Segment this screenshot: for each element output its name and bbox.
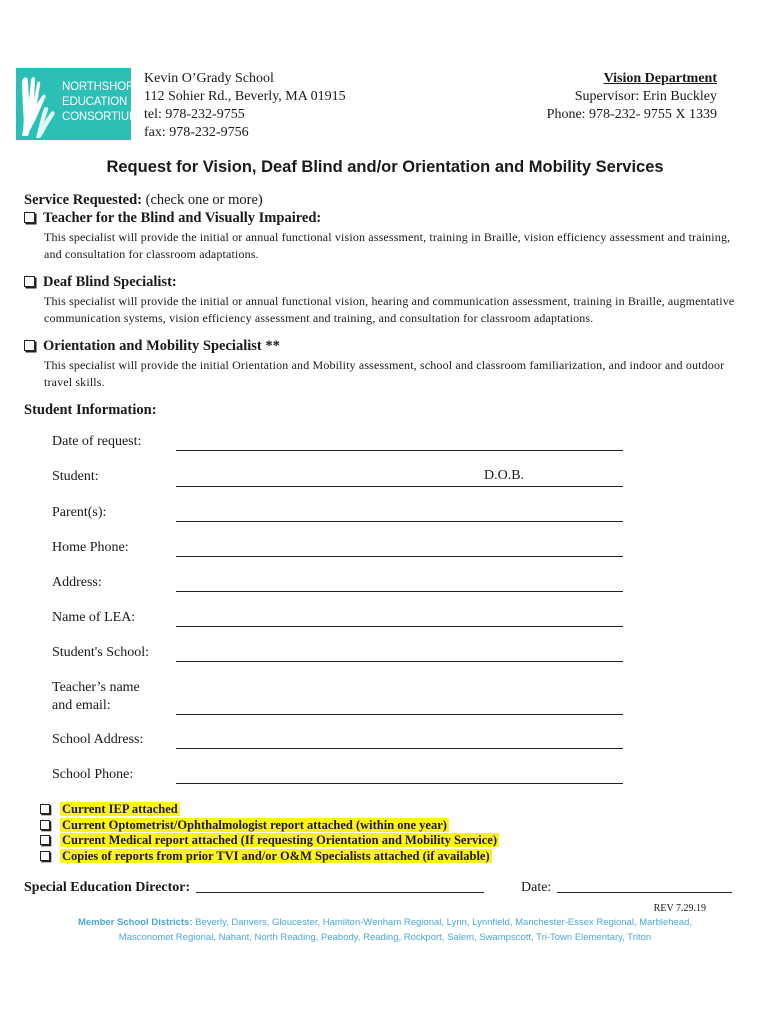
- service-option-tvi[interactable]: [24, 210, 321, 227]
- service-option-description: This specialist will provide the initial or annual functional vision, hearing and communication assessment, training in Braille, augmentative communication systems, vision efficiency assessment and training, and consultation for classroom adaptations.: [44, 294, 735, 325]
- school-address: 112 Sohier Rd., Beverly, MA 01915: [144, 89, 346, 104]
- field-input-school-address[interactable]: [176, 748, 623, 749]
- service-option-description: This specialist will provide the initial Orientation and Mobility assessment, school and classroom familiarization, and indoor and outdoor travel skills.: [44, 358, 725, 389]
- logo-line-1: NORTHSHORE: [62, 81, 142, 93]
- checkbox-icon[interactable]: [24, 276, 35, 287]
- service-option-label: Deaf Blind Specialist:: [43, 274, 177, 290]
- checkbox-icon[interactable]: [24, 340, 35, 351]
- checklist-item-label: Current Medical report attached (If requesting Orientation and Mobility Service): [62, 833, 498, 847]
- logo-line-2: EDUCATION: [62, 96, 128, 108]
- department-supervisor: Supervisor: Erin Buckley: [574, 89, 717, 104]
- date-label: Date:: [521, 880, 552, 895]
- service-option-orientation-mobility[interactable]: [24, 338, 280, 355]
- field-input-student[interactable]: [176, 486, 623, 487]
- school-tel: tel: 978-232-9755: [144, 107, 245, 122]
- field-label-date-of-request: Date of request:: [52, 434, 142, 449]
- field-label-dob: D.O.B.: [484, 468, 525, 483]
- field-input-home-phone[interactable]: [176, 556, 623, 557]
- school-fax: fax: 978-232-9756: [144, 125, 249, 140]
- field-label-students-school: Student's School:: [52, 645, 150, 660]
- field-label-teacher-email: and email:: [52, 698, 111, 713]
- hands-icon: [18, 70, 62, 138]
- field-label-teacher-name: Teacher’s name: [52, 680, 140, 695]
- logo-line-3: CONSORTIUM: [62, 111, 139, 123]
- member-districts-line-2: Masconomet Regional, Nahant, North Reading, Peabody, Reading, Rockport, Salem, Swampscott, Tri-Town Elementary, Triton: [118, 932, 652, 943]
- checklist-item[interactable]: [40, 833, 499, 849]
- checkbox-icon[interactable]: [40, 804, 50, 814]
- attachments-checklist: [40, 802, 499, 864]
- service-option-description: This specialist will provide the initial or annual functional vision assessment, training in Braille, vision efficiency assessment and training, and consultation for classroom adaptations.: [44, 230, 731, 261]
- service-option-label: Orientation and Mobility Specialist **: [43, 338, 280, 354]
- field-input-parents[interactable]: [176, 521, 623, 522]
- field-label-lea: Name of LEA:: [52, 610, 136, 625]
- department-title: Vision Department: [603, 71, 717, 86]
- checklist-item-label: Copies of reports from prior TVI and/or O&M Specialists attached (if available): [62, 848, 490, 863]
- field-input-date-of-request[interactable]: [176, 450, 623, 451]
- field-input-students-school[interactable]: [176, 661, 623, 662]
- checklist-item[interactable]: [40, 802, 499, 818]
- checkbox-icon[interactable]: [40, 820, 50, 830]
- page-title: Request for Vision, Deaf Blind and/or Orientation and Mobility Services: [106, 158, 664, 176]
- service-heading-label: Service Requested:: [24, 192, 142, 208]
- member-districts-line-1: Beverly, Danvers, Gloucester, Hamilton-Wenham Regional, Lynn, Lynnfield, Manchester-Essex Regional, Marblehead,: [192, 917, 693, 928]
- field-input-school-phone[interactable]: [176, 783, 623, 784]
- service-option-deaf-blind[interactable]: [24, 274, 177, 291]
- director-signature-field[interactable]: [196, 892, 484, 893]
- checkbox-icon[interactable]: [40, 851, 50, 861]
- department-block: [547, 70, 717, 124]
- department-phone: Phone: 978-232- 9755 X 1339: [546, 107, 717, 122]
- checkbox-icon[interactable]: [40, 835, 50, 845]
- checklist-item-label: Current IEP attached: [62, 802, 178, 816]
- field-input-lea[interactable]: [176, 626, 623, 627]
- service-requested-heading: [24, 192, 263, 209]
- date-field[interactable]: [557, 892, 732, 893]
- field-label-school-address: School Address:: [52, 732, 144, 747]
- member-districts: [0, 915, 770, 945]
- checklist-item[interactable]: [40, 849, 499, 865]
- student-info-heading: Student Information:: [24, 402, 157, 418]
- checklist-item-label: Current Optometrist/Ophthalmologist report attached (within one year): [62, 817, 447, 832]
- field-label-address: Address:: [52, 575, 102, 590]
- school-name: Kevin O’Grady School: [144, 71, 274, 86]
- school-address-block: [144, 70, 346, 142]
- service-option-label: Teacher for the Blind and Visually Impaired:: [43, 210, 322, 226]
- director-label: Special Education Director:: [24, 880, 191, 895]
- director-signature-row: [24, 880, 484, 896]
- field-label-parents: Parent(s):: [52, 505, 107, 520]
- field-label-school-phone: School Phone:: [52, 767, 134, 782]
- consortium-logo: [16, 68, 142, 140]
- field-label-student: Student:: [52, 469, 99, 484]
- checklist-item[interactable]: [40, 818, 499, 834]
- field-label-home-phone: Home Phone:: [52, 540, 129, 555]
- service-heading-note: (check one or more): [141, 192, 263, 208]
- date-row: [521, 880, 732, 896]
- revision-label: REV 7.29.19: [653, 903, 706, 914]
- member-districts-label: Member School Districts:: [77, 917, 193, 928]
- checkbox-icon[interactable]: [24, 212, 35, 223]
- field-input-teacher[interactable]: [176, 714, 623, 715]
- field-input-address[interactable]: [176, 591, 623, 592]
